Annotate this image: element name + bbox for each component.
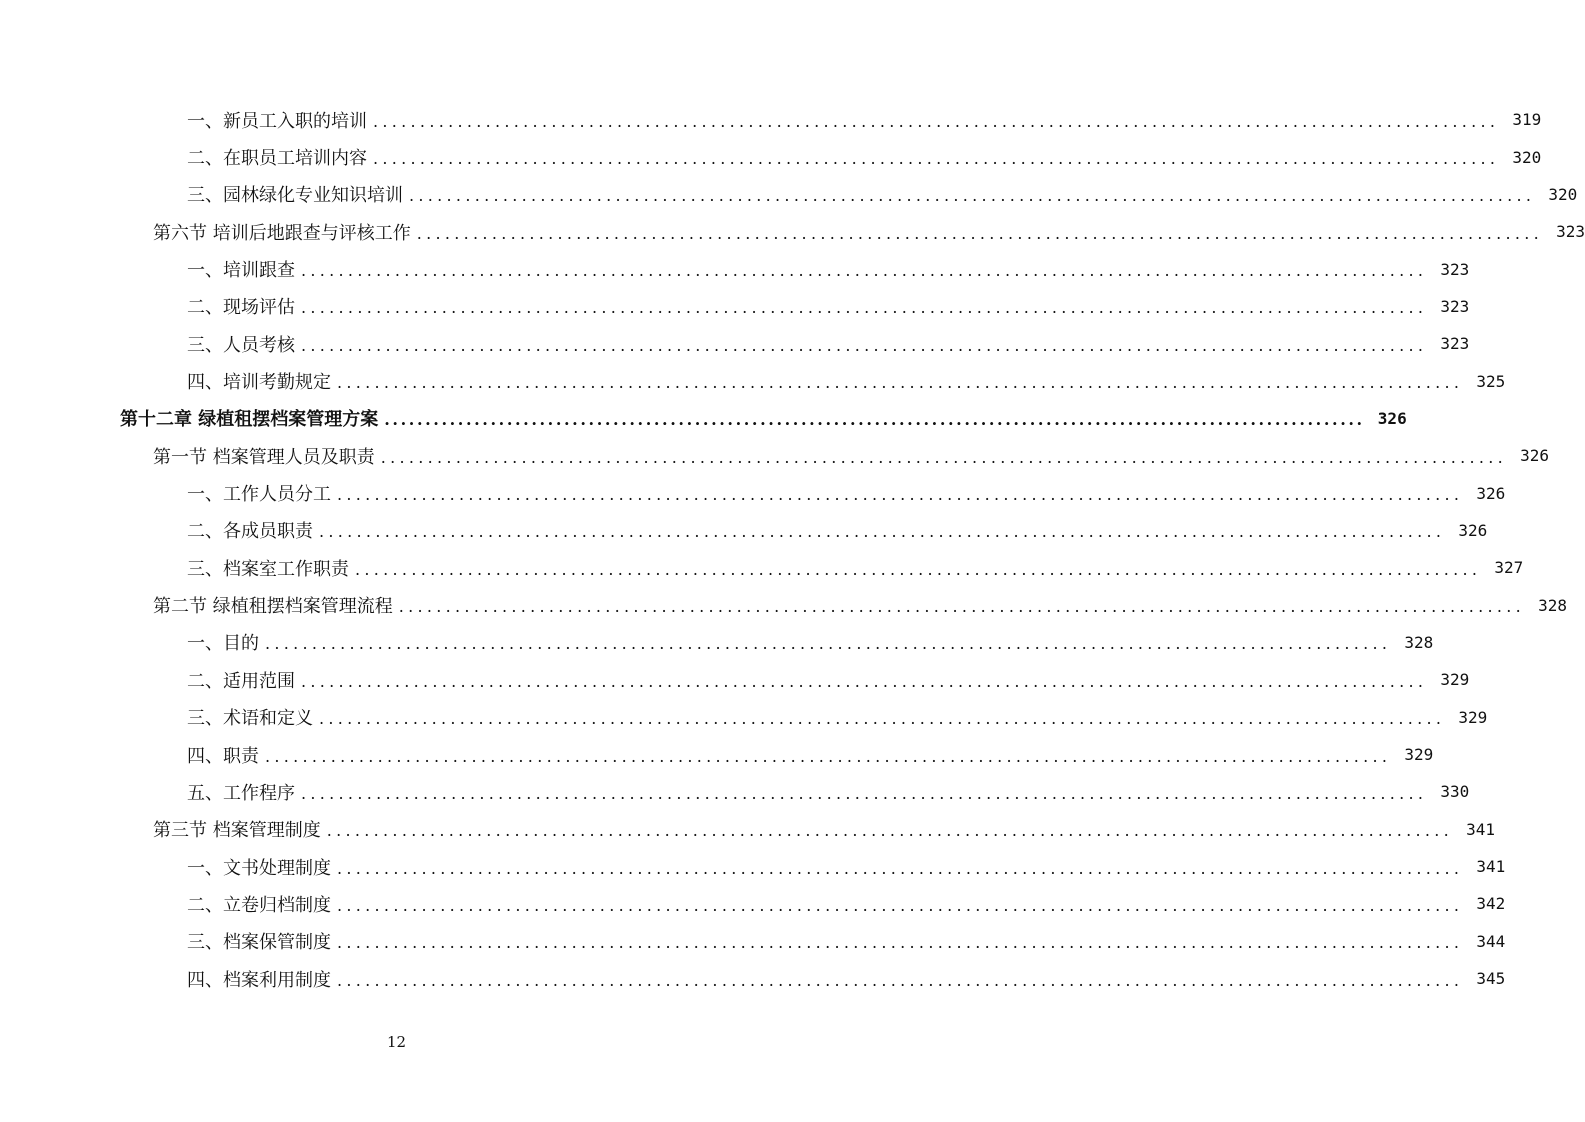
toc-dot-leader: ........................................................................................................................ [265, 746, 1392, 766]
toc-entry-page: 319 [1512, 110, 1542, 130]
toc-entry-label: 三、术语和定义 [187, 708, 313, 730]
toc-item-entry[interactable] [0, 624, 1434, 661]
toc-entry-page: 320 [1548, 184, 1578, 204]
toc-entry-label: 一、培训跟查 [187, 260, 295, 282]
toc-item-entry[interactable] [0, 250, 1470, 287]
toc-entry-label: 二、立卷归档制度 [187, 894, 331, 916]
toc-entry-page: 329 [1440, 670, 1470, 690]
toc-dot-leader: ........................................................................................................................ [398, 597, 1526, 617]
toc-entry-label: 一、新员工入职的培训 [187, 110, 367, 132]
toc-entry-label: 一、工作人员分工 [187, 484, 331, 506]
toc-entry-label: 第十二章 绿植租摆档案管理方案 [120, 409, 379, 431]
toc-item-entry[interactable] [0, 661, 1470, 698]
toc-entry-label: 第一节 档案管理人员及职责 [153, 446, 375, 468]
toc-entry-label: 第六节 培训后地跟查与评核工作 [153, 222, 411, 244]
toc-dot-leader: ........................................................................................................................ [319, 522, 1446, 542]
toc-dot-leader: ........................................................................................................................ [319, 709, 1446, 729]
toc-entry-label: 二、现场评估 [187, 297, 295, 319]
toc-entry-page: 328 [1404, 632, 1434, 652]
toc-dot-leader: ........................................................................................................................ [337, 970, 1464, 990]
toc-dot-leader: ........................................................................................................................ [337, 373, 1464, 393]
toc-entry-label: 第三节 档案管理制度 [153, 820, 321, 842]
toc-entry-page: 323 [1440, 334, 1470, 354]
toc-item-entry[interactable] [0, 138, 1542, 175]
toc-item-entry[interactable] [0, 699, 1488, 736]
toc-dot-leader: ........................................................................................................................ [416, 223, 1544, 243]
toc-section-entry[interactable] [0, 213, 1585, 250]
toc-entry-label: 一、文书处理制度 [187, 857, 331, 879]
page-number: 12 [386, 1033, 407, 1051]
toc-item-entry[interactable] [0, 773, 1470, 810]
toc-entry-page: 330 [1440, 782, 1470, 802]
toc-entry-page: 326 [1476, 483, 1506, 503]
toc-dot-leader: ........................................................................................................................ [337, 933, 1464, 953]
toc-item-entry[interactable] [0, 362, 1506, 399]
toc-entry-page: 341 [1466, 819, 1496, 839]
toc-item-entry[interactable] [0, 176, 1578, 213]
toc-dot-leader: ........................................................................................................................ [337, 895, 1464, 915]
toc-entry-page: 325 [1476, 371, 1506, 391]
toc-dot-leader: ........................................................................................................................ [384, 410, 1365, 430]
toc-dot-leader: ........................................................................................................................ [409, 186, 1536, 206]
toc-entry-page: 327 [1494, 558, 1524, 578]
toc-item-entry[interactable] [0, 288, 1470, 325]
toc-entry-page: 323 [1556, 222, 1585, 242]
toc-item-entry[interactable] [0, 923, 1506, 960]
toc-entry-label: 三、人员考核 [187, 334, 295, 356]
toc-entry-page: 326 [1520, 446, 1550, 466]
table-of-contents [0, 101, 1585, 997]
toc-dot-leader: ........................................................................................................................ [337, 858, 1464, 878]
toc-entry-label: 二、在职员工培训内容 [187, 148, 367, 170]
toc-entry-page: 326 [1458, 520, 1488, 540]
toc-dot-leader: ........................................................................................................................ [355, 559, 1482, 579]
toc-entry-label: 第二节 绿植租摆档案管理流程 [153, 596, 393, 618]
toc-entry-page: 342 [1476, 894, 1506, 914]
toc-entry-page: 326 [1377, 408, 1407, 428]
toc-entry-page: 344 [1476, 931, 1506, 951]
toc-dot-leader: ........................................................................................................................ [380, 447, 1508, 467]
toc-dot-leader: ........................................................................................................................ [301, 783, 1428, 803]
toc-entry-page: 345 [1476, 969, 1506, 989]
toc-dot-leader: ........................................................................................................................ [337, 485, 1464, 505]
toc-entry-label: 三、园林绿化专业知识培训 [187, 185, 403, 207]
toc-entry-page: 341 [1476, 857, 1506, 877]
toc-entry-page: 328 [1538, 595, 1568, 615]
toc-item-entry[interactable] [0, 848, 1506, 885]
toc-entry-page: 323 [1440, 296, 1470, 316]
toc-item-entry[interactable] [0, 512, 1488, 549]
toc-chapter-entry[interactable] [0, 400, 1407, 437]
toc-entry-label: 四、档案利用制度 [187, 969, 331, 991]
toc-entry-label: 三、档案保管制度 [187, 932, 331, 954]
toc-dot-leader: ........................................................................................................................ [326, 821, 1454, 841]
toc-item-entry[interactable] [0, 736, 1434, 773]
toc-dot-leader: ........................................................................................................................ [373, 149, 1500, 169]
toc-dot-leader: ........................................................................................................................ [301, 261, 1428, 281]
toc-entry-label: 四、职责 [187, 745, 259, 767]
toc-item-entry[interactable] [0, 474, 1506, 511]
toc-item-entry[interactable] [0, 325, 1470, 362]
toc-item-entry[interactable] [0, 549, 1524, 586]
toc-entry-page: 320 [1512, 147, 1542, 167]
toc-entry-label: 三、档案室工作职责 [187, 558, 349, 580]
toc-dot-leader: ........................................................................................................................ [301, 335, 1428, 355]
toc-dot-leader: ........................................................................................................................ [265, 634, 1392, 654]
toc-dot-leader: ........................................................................................................................ [301, 671, 1428, 691]
toc-dot-leader: ........................................................................................................................ [301, 298, 1428, 318]
toc-item-entry[interactable] [0, 885, 1506, 922]
toc-item-entry[interactable] [0, 101, 1542, 138]
toc-entry-page: 329 [1458, 707, 1488, 727]
toc-entry-label: 五、工作程序 [187, 782, 295, 804]
toc-entry-label: 二、各成员职责 [187, 521, 313, 543]
toc-item-entry[interactable] [0, 960, 1506, 997]
toc-section-entry[interactable] [0, 437, 1550, 474]
toc-entry-label: 一、目的 [187, 633, 259, 655]
toc-entry-page: 323 [1440, 259, 1470, 279]
toc-section-entry[interactable] [0, 586, 1568, 623]
toc-section-entry[interactable] [0, 811, 1496, 848]
toc-entry-label: 四、培训考勤规定 [187, 372, 331, 394]
toc-entry-page: 329 [1404, 745, 1434, 765]
toc-entry-label: 二、适用范围 [187, 670, 295, 692]
toc-dot-leader: ........................................................................................................................ [373, 111, 1500, 131]
